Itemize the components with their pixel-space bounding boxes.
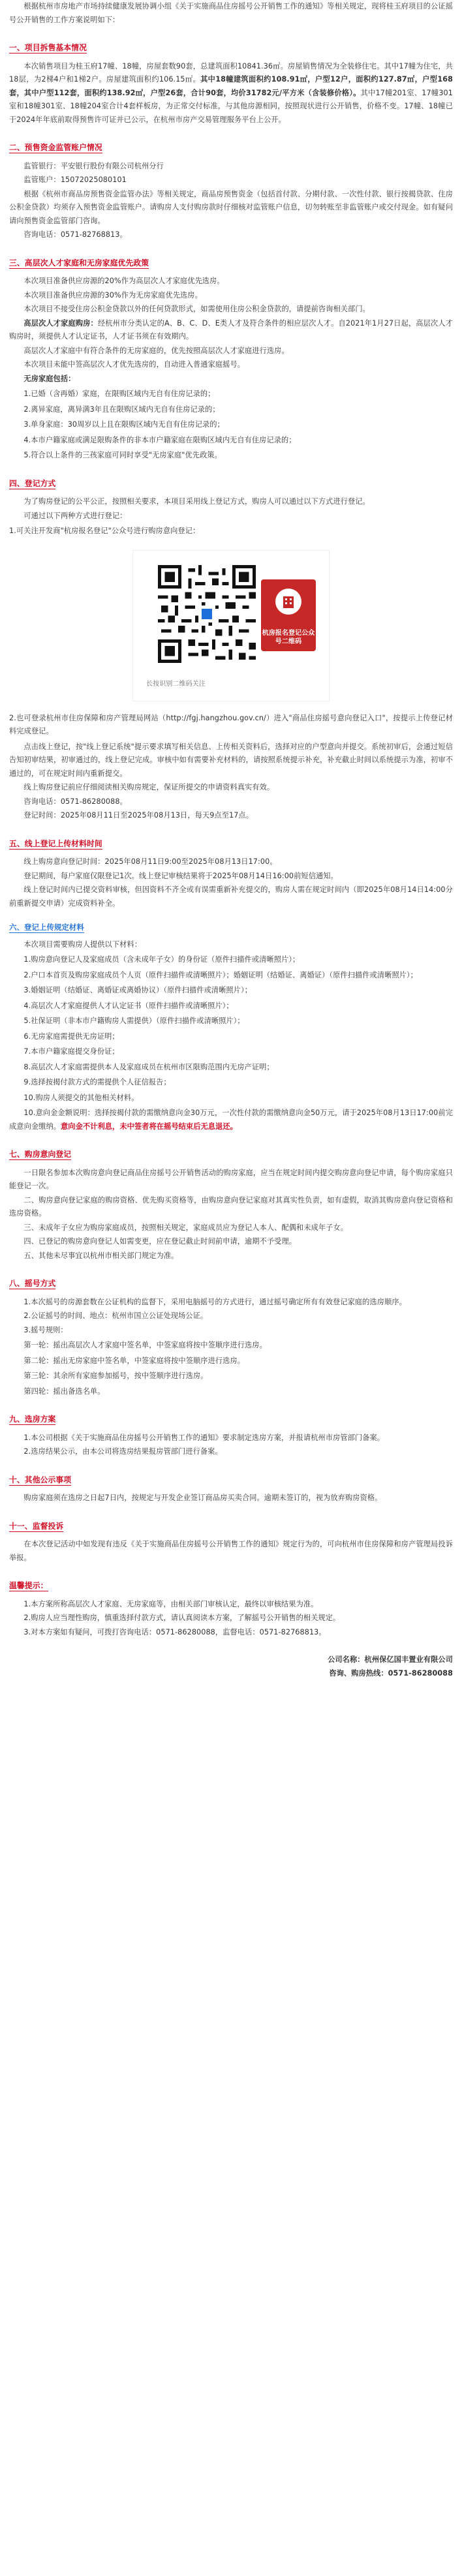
s4-intro: 为了购房登记的公平公正，按照相关要求，本项目采用线上登记方式，购房人可以通过以下方式进行登记。 — [23, 497, 370, 506]
s7-p4: 四、已登记的购房意向登记人如需变更，应在登记截止时间前申请，逾期不予受理。 — [23, 1237, 297, 1246]
note-3: 3.对本方案如有疑问，可拨打咨询电话：0571-86280088，监督电话：0571-82768813。 — [23, 1627, 326, 1636]
s8-r4: 第四轮：摇出备选名单。 — [23, 1387, 105, 1396]
s8-r2: 第二轮：摇出无房家庭中签名单，中签家庭将按中签顺序进行选房。 — [23, 1356, 245, 1365]
s1-text-e: 其中17幢201室、17幢301室和18幢301室、18幢204室合计4套样板房，为正常交付标准，与其他房源相同，按照现状进行公开销售，价格不变。 — [9, 88, 453, 110]
s3-p1: 本次项目准备供应房源的20%作为高层次人才家庭优先选房。 — [23, 277, 224, 285]
s2-phone: 咨询电话：0571-82768813。 — [23, 230, 127, 239]
qr-area — [9, 550, 453, 701]
intro-paragraph: 根据杭州市房地产市场持续健康发展协调小组《关于实施商品住房摇号公开销售工作的通知》等相关规定，现将桂玉府项目的公证摇号公开销售的工作方案说明如下： — [9, 2, 453, 24]
s8-p2: 2.公证摇号的时间、地点：杭州市国立公证处现场公证。 — [23, 1311, 208, 1320]
s4-sub1: 1.可关注开发商"杭房报名登记"公众号进行购房意向登记： — [9, 527, 200, 535]
s3-nohome-label: 无房家庭包括： — [23, 374, 76, 383]
s7-p2: 二、购房意向登记家庭的购房资格、优先购买资格等，由购房意向登记家庭对其真实性负责，如有虚假，取消其购房意向登记资格和选房资格。 — [9, 1195, 453, 1218]
s3-nohome-4: 4.本市户籍家庭或满足限购条件的非本市户籍家庭在限购区域内无自有住房记录的； — [23, 435, 296, 444]
s6-m8: 8.高层次人才家庭需提供本人及家庭成员在杭州市区限购范围内无房产证明； — [23, 1062, 274, 1071]
s4-p3: 线上购房登记前应仔细阅读相关购房规定，保证所提交的申请资料真实有效。 — [23, 783, 275, 791]
qr-badge-text: 杭房报名登记公众号二维码 — [262, 629, 315, 645]
footer — [9, 1653, 453, 1680]
s3-nohome-5: 5.符合以上条件的三孩家庭可同时享受"无房家庭"优先政策。 — [23, 451, 222, 459]
notes-title: 温馨提示： — [9, 1581, 48, 1590]
section-10-title: 十、其他公示事项 — [9, 1475, 72, 1484]
section-3-title: 三、高层次人才家庭和无房家庭优先政策 — [9, 258, 149, 268]
s3-talent: 高层次人才家庭购房：经杭州市分类认定的A、B、C、D、E类人才及符合条件的相应层次人才。自2021年1月27日起，高层次人才购房时，须提供人才认定证书，人才证书须在有效期内。 — [9, 318, 453, 341]
section-6-title: 六、登记上传规定材料 — [9, 923, 84, 932]
s4-date-line: 登记时间：2025年08月11日至2025年08月13日，每天9点至17点。 — [23, 811, 253, 820]
s2-bank: 监管银行：平安银行股份有限公司杭州分行 — [23, 161, 164, 170]
section-9-title: 九、选房方案 — [9, 1415, 56, 1424]
s6-m2: 2.户口本首页及购房家庭成员个人页（原件扫描件或清晰照片）；婚姻证明（结婚证、离婚证）（原件扫描件或清晰照片）； — [23, 970, 418, 979]
note-1: 1.本方案所称高层次人才家庭、无房家庭等，由相关部门审核认定，最终以审核结果为准。 — [23, 1599, 318, 1608]
s4-line1: 可通过以下两种方式进行登记： — [23, 511, 127, 520]
section-8-title: 八、摇号方式 — [9, 1279, 56, 1288]
s6-m6: 6.无房家庭需提供无房证明； — [23, 1032, 119, 1041]
s1-text-c: 其中18幢建筑面积约108.91㎡，户型12户，面积约127.87㎡，户型168套， — [9, 75, 453, 97]
s3-nohome-1: 1.已婚（含再婚）家庭，在限购区域内无自有住房记录的； — [23, 390, 215, 398]
s1-text-d: 其中户型112套，面积约138.92㎡，户型26套，合计90套，均价31782元/平方米（含装修价格）。 — [23, 88, 361, 97]
s3-p3: 本次项目不接受住房公积金贷款以外的任何贷款形式，如需使用住房公积金贷款的，请提前咨询相关部门。 — [23, 305, 370, 313]
section-1-title: 一、项目拆售基本情况 — [9, 43, 87, 52]
s3-nohome-3: 3.单身家庭：30周岁以上且在限购区域内无自有住房记录的； — [23, 420, 224, 429]
footer-company: 公司名称：杭州保亿国丰置业有限公司 — [328, 1655, 453, 1664]
s6-m9: 9.选择按揭付款方式的需提供个人征信报告； — [23, 1078, 171, 1086]
s6-m10: 10.购房人须提交的其他相关材料。 — [23, 1093, 139, 1102]
s1-text-b: 其中17幢为住宅，共18层，为2梯4户和1梯2户。房屋建筑面积约106.15㎡。 — [9, 61, 453, 84]
s3-nohome-2: 2.离异家庭，离异满3年且在限购区域内无自有住房记录的； — [23, 405, 220, 414]
note-2: 2.购房人应当理性购房，慎重选择付款方式，请认真阅读本方案，了解摇号公开销售的相关规定。 — [23, 1614, 341, 1622]
s6-m1: 1.购房意向登记人及家庭成员（含未成年子女）的身份证（原件扫描件或清晰照片）； — [23, 955, 300, 964]
s6-deposit: 10.意向金金额说明：选择按揭付款的需缴纳意向金30万元，一次性付款的需缴纳意向金50万元，请于2025年08月13日17:00前完成意向金缴纳。意向金不计利息，未中签者将在摇号结束后无息退还。 — [9, 1109, 453, 1131]
footer-phone: 咨询、购房热线：0571-86280088 — [329, 1668, 453, 1678]
s8-p3: 3.摇号规则： — [23, 1325, 68, 1334]
s11-p1: 在本次登记活动中如发现有违反《关于实施商品住房摇号公开销售工作的通知》规定行为的，可向杭州市住房保障和房产管理局投诉举报。 — [9, 1540, 453, 1562]
s5-p3: 线上登记时间内已提交资料审核，但因资料不齐全或有误需重新补充提交的，购房人需在规定时间内（即2025年08月14日14:00分前重新提交申请）完成资料补全。 — [9, 885, 453, 908]
s9-p1: 1.本公司根据《关于实施商品住房摇号公开销售工作的通知》要求制定选房方案，并报请杭州市房管部门备案。 — [23, 1433, 385, 1442]
s2-paragraph: 根据《杭州市商品房预售资金监管办法》等相关规定，商品房预售资金（包括首付款、分期付款、一次性付款、银行按揭贷款、住房公积金贷款）均须存入预售资金监管账户。请购房人支付购房款时仔细核对监管账户信息，切勿转账至非监管账户或交付现金。如有疑问请向预售资金监管部门咨询。 — [9, 189, 453, 225]
s1-text-a: 本次销售项目为桂玉府17幢、18幢，房屋套数90套，总建筑面积10841.36㎡。房屋销售情况为全装修住宅。 — [23, 61, 384, 70]
s6-m5: 5.社保证明（非本市户籍购房人需提供）（原件扫描件或清晰照片）； — [23, 1017, 245, 1025]
qr-caption: 长按识别二维码关注 — [146, 681, 206, 688]
s1-paragraph — [9, 60, 453, 127]
s8-r1: 第一轮：摇出高层次人才家庭中签名单，中签家庭将按中签顺序进行选房。 — [23, 1341, 267, 1349]
s4-p2: 点击线上登记，按"线上登记系统"提示要求填写相关信息、上传相关资料后，选择对应的户型意向并提交。系统初审后，会通过短信告知初审结果，初审通过的，线上登记完成。审核中如有需要补充材料的，请按照系统提示补充，补充截止时间以系统提示为准，初审不通过的，可在规定时间内重新提交。 — [9, 742, 453, 778]
s5-p1: 线上购房意向登记时间：2025年08月11日9:00至2025年08月13日17:00。 — [23, 857, 277, 866]
s8-r3: 第三轮：其余所有家庭参加摇号，按中签顺序进行选房。 — [23, 1372, 208, 1380]
s6-intro: 本次项目需要购房人提供以下材料： — [23, 940, 142, 949]
s5-p2: 登记期间，每户家庭仅限登记1次。线上登记审核结果将于2025年08月14日16:00前短信通知。 — [23, 871, 338, 880]
building-icon — [275, 589, 301, 615]
s3-talent-c: 高层次人才家庭中有符合条件的无房家庭的，优先按照高层次人才家庭进行选房。 — [23, 346, 289, 355]
s8-p1: 1.本次摇号的房源套数在公证机构的监督下，采用电脑摇号的方式进行，通过摇号确定所有有效登记家庭的选房顺序。 — [23, 1297, 407, 1306]
section-2-title: 二、预售资金监管账户情况 — [9, 143, 102, 152]
s7-p3: 三、未成年子女应为购房家庭成员，按照相关规定，家庭成员应为登记人本人、配偶和未成年子女。 — [23, 1223, 348, 1232]
qr-badge — [261, 579, 316, 651]
s1-text-f: 17幢、18幢已于2024年年底前取得预售许可证并已公示，在杭州市房产交易管理服务平台上公开。 — [9, 102, 453, 124]
section-7-title: 七、购房意向登记 — [9, 1150, 72, 1159]
section-5-title: 五、线上登记上传材料时间 — [9, 838, 102, 848]
s4-phone: 咨询电话：0571-86280088。 — [23, 797, 127, 806]
qr-card — [132, 550, 330, 701]
s4-sub2: 2.也可登录杭州市住房保障和房产管理局网站（http://fgj.hangzhou.gov.cn/）进入"商品住房摇号意向登记入口"，按提示上传登记材料完成登记。 — [9, 713, 453, 735]
s6-deposit-red: 意向金不计利息，未中签者将在摇号结束后无息退还。 — [61, 1122, 238, 1131]
s6-m4: 4.高层次人才家庭提供人才认定证书（原件扫描件或清晰照片）； — [23, 1001, 234, 1010]
s2-account: 监管账户：15072025080101 — [23, 176, 127, 184]
section-4-title: 四、登记方式 — [9, 478, 56, 488]
s3-talent-d: 本次项目未能中签高层次人才优先选房的，自动进入普通家庭摇号。 — [23, 360, 245, 369]
qr-code-icon[interactable] — [158, 565, 256, 663]
s6-m7: 7.本市户籍家庭提交身份证； — [23, 1047, 119, 1056]
section-11-title: 十一、监督投诉 — [9, 1521, 64, 1531]
s6-m3: 3.婚姻证明（结婚证、离婚证或离婚协议）（原件扫描件或清晰照片）； — [23, 986, 252, 994]
s7-p5: 五、其他未尽事宜以杭州市相关部门规定为准。 — [23, 1251, 179, 1260]
s7-p1: 一日限名参加本次购房意向登记商品住房摇号公开销售活动的购房家庭，应当在规定时间内提交购房意向登记申请，每个购房家庭只能登记一次。 — [9, 1168, 453, 1190]
s10-p1: 购房家庭须在选房之日起7日内，按规定与开发企业签订商品房买卖合同。逾期未签订的，视为放弃购房资格。 — [23, 1494, 382, 1502]
s9-p2: 2.选房结果公示，由本公司将选房结果报房管部门进行备案。 — [23, 1447, 223, 1456]
s3-p2: 本次项目准备供应房源的30%作为无房家庭优先选房。 — [23, 290, 202, 299]
